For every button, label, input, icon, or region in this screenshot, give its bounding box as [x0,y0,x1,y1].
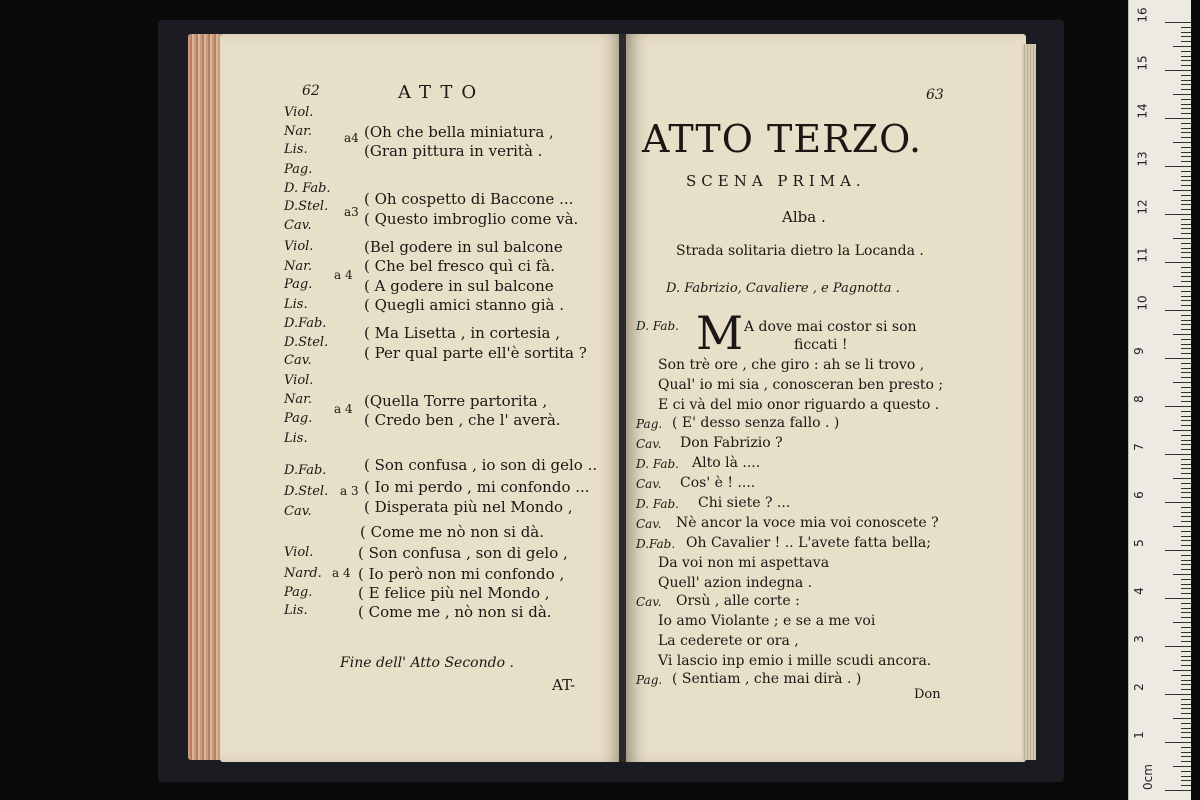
ruler-tick [1181,536,1191,537]
speaker-label: Nar. [284,392,313,407]
ruler-number: 14 [1135,103,1150,119]
ruler-tick [1181,219,1191,220]
verse-line: (Quella Torre partorita , [364,392,548,410]
speaker-label: Lis. [284,431,308,446]
ruler-tick [1181,209,1191,210]
ensemble-mark: a4 [344,131,359,145]
ruler-tick [1181,636,1191,637]
ruler-tick [1181,272,1191,273]
verse-line: Chi siete ? ... [698,495,791,511]
ruler-number: 0cm [1140,764,1155,790]
speaker-label: Cav. [636,517,662,531]
ruler-tick [1173,622,1191,623]
ruler-tick [1181,392,1191,393]
ruler-tick [1181,627,1191,628]
speaker-label: Nar. [284,259,313,274]
ruler-tick [1181,473,1191,474]
ruler-tick [1181,771,1191,772]
verse-line: ( A godere in sul balcone [364,277,554,295]
ruler-tick [1173,286,1191,287]
ruler-number: 16 [1135,7,1150,23]
ruler-tick [1181,401,1191,402]
ruler-tick [1181,161,1191,162]
ruler-tick [1181,555,1191,556]
ruler-tick [1181,531,1191,532]
ruler-tick [1181,737,1191,738]
speaker-label: Cav. [636,477,662,491]
ruler-tick [1181,60,1191,61]
ruler-tick [1181,776,1191,777]
ruler-tick [1181,252,1191,253]
ruler-tick [1165,790,1191,791]
scale-ruler [1128,0,1191,800]
ruler-tick [1181,353,1191,354]
ruler-tick [1181,497,1191,498]
verse-line: (Oh che bella miniatura , [364,123,554,141]
ensemble-mark: a 4 [334,402,353,416]
ruler-tick [1173,670,1191,671]
ruler-tick [1181,80,1191,81]
ruler-tick [1181,425,1191,426]
ruler-tick [1181,420,1191,421]
verse-line: ( Per qual parte ell'è sortita ? [364,344,587,362]
ruler-tick [1181,708,1191,709]
ruler-tick [1181,603,1191,604]
speaker-label: Lis. [284,297,308,312]
ruler-tick [1173,574,1191,575]
ruler-tick [1165,22,1191,23]
ruler-tick [1181,248,1191,249]
ruler-tick [1173,718,1191,719]
speaker-label: Pag. [284,585,313,600]
ruler-tick [1181,344,1191,345]
ruler-tick [1181,617,1191,618]
verse-line: ( Io mi perdo , mi confondo ... [364,478,590,496]
speaker-label: Pag. [284,162,313,177]
ruler-tick [1181,224,1191,225]
ruler-tick [1165,262,1191,263]
ruler-tick [1181,195,1191,196]
ruler-tick [1165,502,1191,503]
ruler-tick [1181,780,1191,781]
ruler-tick [1181,185,1191,186]
ruler-tick [1165,454,1191,455]
verse-line: ficcati ! [794,337,848,353]
speaker-label: D.Fab. [284,316,327,331]
ruler-number: 7 [1131,443,1146,451]
ruler-tick [1173,526,1191,527]
ruler-tick [1181,512,1191,513]
ruler-tick [1181,396,1191,397]
ruler-tick [1165,310,1191,311]
scene-time: Alba . [782,208,826,226]
ruler-tick [1181,713,1191,714]
ruler-tick [1181,108,1191,109]
ruler-tick [1165,742,1191,743]
ruler-tick [1173,334,1191,335]
left-page [220,34,622,762]
ruler-tick [1181,137,1191,138]
speaker-label: Pag. [284,277,313,292]
ruler-tick [1181,27,1191,28]
ruler-tick [1165,646,1191,647]
ruler-number: 2 [1131,683,1146,691]
verse-line: Nè ancor la voce mia voi conoscete ? [676,515,939,531]
ruler-tick [1165,550,1191,551]
character-list: D. Fabrizio, Cavaliere , e Pagnotta . [666,281,900,296]
ruler-tick [1181,320,1191,321]
ruler-tick [1181,747,1191,748]
ruler-tick [1181,684,1191,685]
drop-cap: M [696,306,744,360]
ruler-tick [1181,723,1191,724]
verse-line: La cederete or ora , [658,633,799,649]
ruler-tick [1181,584,1191,585]
ruler-tick [1181,732,1191,733]
ruler-number: 3 [1131,635,1146,643]
ruler-tick [1181,315,1191,316]
speaker-label: Cav. [284,504,312,519]
ruler-tick [1173,430,1191,431]
ruler-tick [1181,147,1191,148]
ruler-tick [1181,152,1191,153]
speaker-label: Viol. [284,239,314,254]
ruler-tick [1181,675,1191,676]
ruler-tick [1181,435,1191,436]
page-number: 63 [926,87,944,103]
speaker-label: D. Fab. [636,497,679,511]
ruler-tick [1181,444,1191,445]
ruler-tick [1181,176,1191,177]
ruler-tick [1173,46,1191,47]
ruler-tick [1181,545,1191,546]
ruler-tick [1181,641,1191,642]
verse-line: ( E felice più nel Mondo , [358,584,550,602]
ruler-number: 8 [1131,395,1146,403]
verse-line: Alto là .... [692,455,761,471]
ruler-tick [1173,382,1191,383]
verse-line: Vi lascio inp emio i mille scudi ancora. [658,653,932,669]
speaker-label: Cav. [284,353,312,368]
ruler-tick [1181,483,1191,484]
ruler-tick [1181,372,1191,373]
verse-line: Don Fabrizio ? [680,435,783,451]
ruler-tick [1181,171,1191,172]
ruler-tick [1181,296,1191,297]
ruler-tick [1181,156,1191,157]
verse-line: E ci và del mio onor riguardo a questo . [658,397,940,413]
verse-line: ( Come me nò non si dà. [360,523,545,541]
ruler-tick [1181,36,1191,37]
speaker-label: D.Fab. [636,537,676,551]
ensemble-mark: a 3 [340,484,359,498]
ruler-tick [1173,766,1191,767]
ruler-tick [1181,660,1191,661]
ruler-tick [1181,468,1191,469]
ruler-tick [1181,632,1191,633]
ruler-tick [1181,516,1191,517]
ensemble-mark: a3 [344,205,359,219]
verse-line: Quell' azion indegna . [658,575,813,591]
ruler-tick [1181,665,1191,666]
ruler-tick [1181,291,1191,292]
catchword: AT- [552,676,576,694]
ruler-number: 11 [1135,247,1150,263]
ruler-tick [1181,56,1191,57]
verse-line: Qual' io mi sia , conosceran ben presto ; [658,377,944,393]
ruler-tick [1181,689,1191,690]
verse-line: ( Che bel fresco quì ci fà. [364,257,556,275]
ruler-tick [1181,305,1191,306]
ruler-tick [1181,99,1191,100]
ruler-tick [1181,752,1191,753]
ruler-tick [1181,204,1191,205]
speaker-label: Lis. [284,142,308,157]
ruler-tick [1181,267,1191,268]
ruler-tick [1181,593,1191,594]
speaker-label: Nar. [284,124,313,139]
ruler-tick [1165,166,1191,167]
ruler-tick [1173,94,1191,95]
ruler-number: 15 [1135,55,1150,71]
ruler-tick [1181,363,1191,364]
ruler-tick [1165,118,1191,119]
ruler-tick [1181,560,1191,561]
speaker-label: Cav. [636,437,662,451]
ruler-number: 4 [1131,587,1146,595]
verse-line: Io amo Violante ; e se a me voi [658,613,876,629]
verse-line: ( Disperata più nel Mondo , [364,498,573,516]
ensemble-mark: a 4 [334,268,353,282]
ensemble-mark: a 4 [332,566,351,580]
ruler-tick [1181,761,1191,762]
speaker-label: Cav. [636,595,662,609]
ruler-tick [1173,142,1191,143]
verse-line: ( Quegli amici stanno già . [364,296,565,314]
ruler-number: 1 [1131,731,1146,739]
speaker-label: Viol. [284,105,314,120]
ruler-tick [1181,416,1191,417]
ruler-tick [1181,180,1191,181]
speaker-label: D.Fab. [284,463,327,478]
ruler-tick [1181,387,1191,388]
page-stack-edge [1022,44,1036,760]
verse-line: ( Sentiam , che mai dirà . ) [672,671,862,687]
ruler-tick [1181,492,1191,493]
speaker-label: D.Stel. [284,484,329,499]
ruler-tick [1181,200,1191,201]
speaker-label: D.Stel. [284,335,329,350]
verse-line: ( Io però non mi confondo , [358,565,565,583]
ruler-tick [1173,478,1191,479]
ruler-tick [1181,656,1191,657]
scene-heading: SCENA PRIMA. [686,172,866,190]
ruler-tick [1181,608,1191,609]
ruler-tick [1181,132,1191,133]
speaker-label: Viol. [284,545,314,560]
speaker-label: Lis. [284,603,308,618]
ruler-tick [1181,680,1191,681]
ruler-tick [1181,41,1191,42]
ruler-tick [1181,329,1191,330]
ruler-tick [1181,65,1191,66]
ruler-number: 9 [1131,347,1146,355]
right-page [626,34,1026,762]
ruler-tick [1173,238,1191,239]
verse-line: ( Ma Lisetta , in cortesia , [364,324,561,342]
ruler-tick [1181,128,1191,129]
ruler-tick [1181,377,1191,378]
verse-line: ( Oh cospetto di Baccone ... [364,190,574,208]
ruler-tick [1181,540,1191,541]
verse-line: ( Come me , nò non si dà. [358,603,552,621]
speaker-label: D. Fab. [636,457,679,471]
speaker-label: D.Stel. [284,199,329,214]
ruler-tick [1181,459,1191,460]
ruler-number: 10 [1135,295,1150,311]
speaker-label: D. Fab. [284,181,331,196]
ruler-tick [1181,411,1191,412]
ruler-number: 6 [1131,491,1146,499]
ruler-tick [1181,756,1191,757]
ruler-tick [1165,406,1191,407]
ruler-tick [1181,440,1191,441]
ruler-number: 13 [1135,151,1150,167]
ruler-tick [1181,704,1191,705]
act-title: ATTO TERZO. [642,117,923,161]
ruler-tick [1181,488,1191,489]
ruler-tick [1181,569,1191,570]
running-header: ATTO [398,82,486,103]
ruler-tick [1181,588,1191,589]
ruler-tick [1181,579,1191,580]
ruler-tick [1181,564,1191,565]
ruler-tick [1181,257,1191,258]
ruler-number: 12 [1135,199,1150,215]
verse-line: Orsù , alle corte : [676,593,800,609]
catchword: Don [914,687,941,702]
page-number: 62 [302,83,320,99]
ruler-tick [1181,123,1191,124]
verse-line: ( E' desso senza fallo . ) [672,415,840,431]
verse-line: (Gran pittura in verità . [364,142,543,160]
ruler-tick [1173,190,1191,191]
ruler-tick [1181,276,1191,277]
ruler-tick [1181,32,1191,33]
ruler-tick [1181,464,1191,465]
verse-line: ( Son confusa , son di gelo , [358,544,568,562]
ruler-tick [1181,84,1191,85]
ruler-tick [1181,243,1191,244]
ruler-tick [1181,104,1191,105]
speaker-label: Pag. [636,417,663,431]
ruler-tick [1181,651,1191,652]
speaker-label: Pag. [636,673,663,687]
verse-line: ( Questo imbroglio come và. [364,210,579,228]
speaker-label: Cav. [284,218,312,233]
speaker-label: Viol. [284,373,314,388]
ruler-tick [1181,699,1191,700]
ruler-tick [1181,785,1191,786]
ruler-tick [1181,348,1191,349]
ruler-tick [1181,324,1191,325]
ruler-tick [1165,598,1191,599]
ruler-tick [1181,89,1191,90]
verse-line: Cos' è ! .... [680,475,756,491]
ruler-number: 5 [1131,539,1146,547]
ruler-tick [1181,339,1191,340]
speaker-label: D. Fab. [636,319,679,333]
speaker-label: Pag. [284,411,313,426]
verse-line: Oh Cavalier ! .. L'avete fatta bella; [686,535,931,551]
ruler-tick [1165,214,1191,215]
ruler-tick [1181,507,1191,508]
speaker-label: Nard. [284,566,322,581]
verse-line: ( Son confusa , io son di gelo .. [364,456,598,474]
ruler-tick [1181,612,1191,613]
verse-line: (Bel godere in sul balcone [364,238,563,256]
ruler-tick [1181,233,1191,234]
ruler-tick [1181,449,1191,450]
act-end-line: Fine dell' Atto Secondo . [340,655,514,671]
ruler-tick [1181,228,1191,229]
ruler-tick [1181,113,1191,114]
ruler-tick [1165,694,1191,695]
verse-line: ( Credo ben , che l' averà. [364,411,561,429]
ruler-tick [1181,300,1191,301]
ruler-tick [1165,70,1191,71]
ruler-tick [1181,75,1191,76]
verse-line: Da voi non mi aspettava [658,555,830,571]
ruler-tick [1165,358,1191,359]
verse-line: Son trè ore , che giro : ah se li trovo , [658,357,925,373]
ruler-tick [1181,728,1191,729]
ruler-tick [1181,521,1191,522]
page-edges [188,34,222,760]
scene-place: Strada solitaria dietro la Locanda . [676,243,924,259]
verse-line: A dove mai costor si son [744,319,917,335]
ruler-tick [1181,51,1191,52]
ruler-tick [1181,368,1191,369]
ruler-tick [1181,281,1191,282]
